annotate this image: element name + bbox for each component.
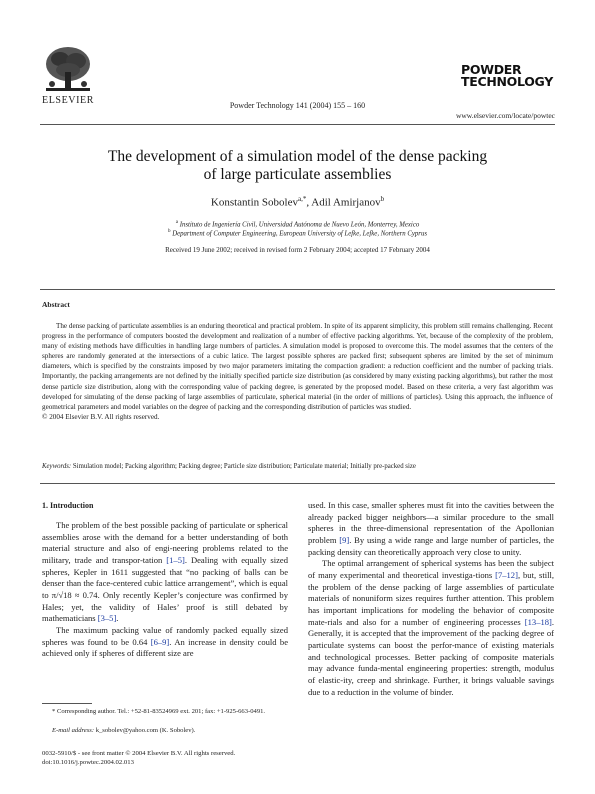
elsevier-tree-icon: [38, 44, 98, 94]
title-line-1: The development of a simulation model of the dense packing: [107, 148, 488, 165]
text-run: . Only recently Kepler’s conjecture was confirmed by Hales; yet, the validity of Hales’ proof is still debated by mathematicians: [42, 589, 288, 624]
abstract-body: [42, 321, 553, 422]
citation-link[interactable]: [13–18]: [524, 616, 552, 627]
text-run: . An increase in density could be achieved only if spheres of different size are: [42, 636, 288, 659]
issn-line: 0032-5910/$ - see front matter © 2004 Elsevier B.V. All rights reserved.: [42, 750, 236, 757]
journal-brand[interactable]: [461, 64, 553, 88]
header-divider: [40, 124, 555, 125]
author-name[interactable]: Adil Amirjanov: [311, 196, 381, 209]
brand-line-2: TECHNOLOGY: [461, 74, 553, 89]
paragraph: [42, 520, 288, 625]
doi-link[interactable]: doi:10.1016/j.powtec.2004.02.013: [42, 759, 134, 767]
abstract-divider-bottom: [40, 483, 555, 484]
text-run: The problem of the best possible packing of particulate or spherical assemblies arose with the demand for a better understanding of both material structure and also of engi-neering problems related to the military, trade and transpor-tation: [42, 520, 288, 565]
copyright-line: © 2004 Elsevier B.V. All rights reserved.: [42, 412, 160, 421]
affiliation-a: [0, 220, 595, 228]
citation-link[interactable]: [9]: [339, 534, 350, 545]
affiliation-text: Department of Computer Engineering, European University of Lefke, Lefke, Northern Cyprus: [172, 230, 427, 238]
paragraph: [42, 625, 288, 660]
text-run: The optimal arrangement of spherical systems has been the subject of many experimental and theoretical investiga-tions: [308, 558, 554, 580]
front-matter-info: [42, 749, 235, 767]
abstract-text: The dense packing of particulate assemblies is an enduring theoretical and practical problem. In spite of its apparent simplicity, this problem still remains challenging. Recent progress in the performance of computers boosted the development and realization of a number of effective packing algorithms. Yet, because of the complexity of the problem, many of existing methods have difficulties in handling large numbers of particles. A simulation model is proposed to overcome this. The model assumes that the centers of the spheres are randomly generated at the intersections of a cubic latice. The largest possible spheres are packed first; subsequent spheres are limited by the set of minimum diameters, which is specified by the constraints imposed by two major parameters imitating the compaction gradient: a reduction coefficient and the number of packing trials. Importantly, the packing arrangements are not defined by the initially specified particle size distribution (as considered by many existing packing algorithms), but rather the most dense particle size distribution, along with the corresponding value of packing degree, is generated by the proposed model. Based on these criteria, a very fast algorithm was developed for simulating of the dense packing of large assemblies of particulate, spherical material (in the order of millions of particles). Using this approach, the influence of geometrical parameters and model variables on the degree of packing and the corresponding distribution of particles was studied.: [42, 322, 553, 411]
body-column-left: [42, 520, 288, 660]
text-run: . Dealing with equally sized spheres, Kepler in 1611 suggested that “no packing of balls can be denser than the face-centered cubic lattice arrangement”, which is equal to: [42, 554, 288, 600]
article-title: [60, 148, 535, 184]
affiliation-mark: a: [175, 220, 178, 225]
affiliation-b: [0, 229, 595, 237]
paragraph: [308, 558, 554, 698]
author-affil-mark[interactable]: a,*: [297, 195, 307, 203]
citation-link[interactable]: [1–5]: [166, 554, 185, 565]
affiliation-mark: b: [168, 229, 171, 234]
affiliation-text: Instituto de Ingeniería Civil, Universidad Autónoma de Nuevo León, Monterrey, Mexico: [179, 221, 420, 229]
text-run: . Generally, it is accepted that the improvement of the packing degree of particulate systems can boost the perfor-mance of existing materials and technological processes. Better packing of composite materials may advance funda-mental engineering properties: strength, modulus of elastic-ity, creep and shrinkage. Further, it brings valuable savings due to a reduction in the volume of binder.: [308, 616, 554, 697]
citation-link[interactable]: [3–5]: [97, 613, 117, 624]
title-line-2: of large particulate assemblies: [203, 166, 392, 183]
keywords: [42, 463, 553, 470]
keywords-list: Simulation model; Packing algorithm; Packing degree; Particle size distribution; Particulate material; Initially pre-packed size: [72, 463, 416, 470]
publisher-wordmark: ELSEVIER: [41, 95, 95, 106]
journal-url-link[interactable]: www.elsevier.com/locate/powtec: [455, 111, 555, 120]
author-separator: ,: [306, 196, 312, 209]
abstract-heading: Abstract: [42, 300, 70, 309]
keywords-label: Keywords:: [42, 463, 72, 470]
section-heading: 1. Introduction: [42, 501, 94, 510]
received-dates: Received 19 June 2002; received in revised form 2 February 2004; accepted 17 February 2004: [165, 246, 430, 254]
corresponding-footnote: * Corresponding author. Tel.: +52-81-83524969 ext. 201; fax: +1-925-663-0491.: [52, 708, 266, 715]
text-run: . By using a wide range and large number of particles, the packing density can theoretically approach very close to unity.: [308, 534, 555, 557]
text-run: used. In this case, smaller spheres must fit into the cavities between the already packed bigger neighbors—a similar procedure to the small spheres in the three-dimensional representation of the Apollonian problem: [308, 500, 554, 545]
email-address[interactable]: k_sobolev@yahoo.com (K. Sobolev).: [94, 727, 196, 734]
text-run: .: [116, 613, 119, 624]
brand-line-1: POWDER: [461, 62, 522, 77]
text-run: , but, still, the problem of the dense packing of large assemblies of particulate materials of nonuniform sizes requires further attention. This problem has important implications for modeling the behavior of composite mate-rials and also for a number of engineering processes: [308, 569, 554, 627]
email-footnote: [42, 726, 288, 735]
abstract-divider-top: [40, 289, 555, 290]
elsevier-logo[interactable]: [38, 44, 98, 106]
journal-reference: Powder Technology 141 (2004) 155 – 160: [229, 101, 366, 110]
citation-link[interactable]: [6–9]: [150, 636, 170, 647]
formula: π/√18 ≈ 0.74: [51, 589, 98, 600]
citation-link[interactable]: [7–12]: [495, 569, 518, 580]
footnote-divider: [42, 703, 92, 704]
body-column-right: [308, 500, 554, 698]
email-label: E-mail address:: [52, 727, 95, 734]
author-list: [0, 195, 595, 209]
author-affil-mark[interactable]: b: [380, 195, 385, 203]
paragraph: [308, 500, 554, 558]
author-name[interactable]: Konstantin Sobolev: [210, 196, 298, 209]
text-run: The maximum packing value of randomly packed equally sized spheres was found to be 0.64: [42, 624, 288, 647]
